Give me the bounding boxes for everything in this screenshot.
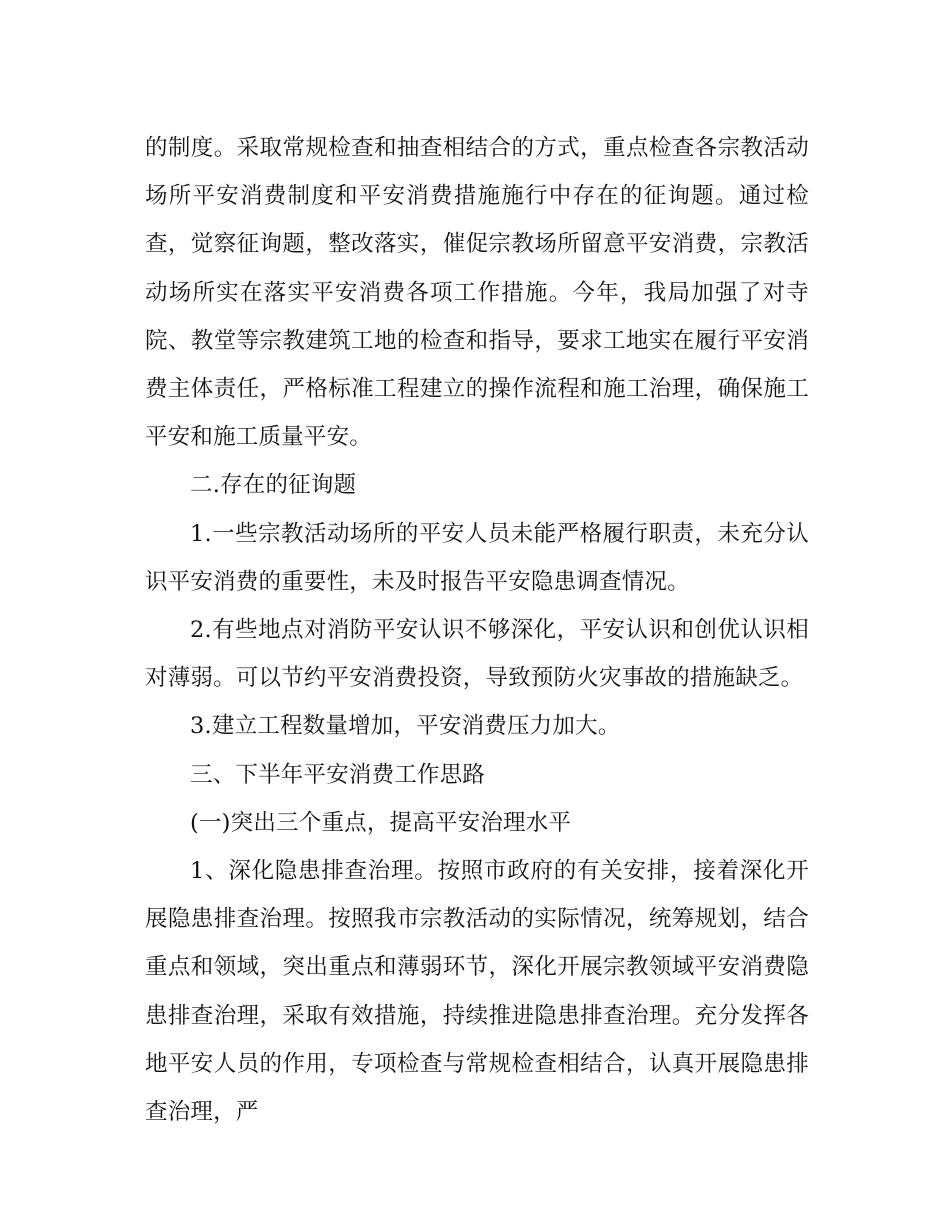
list-item-problem-2: 2.有些地点对消防平安认识不够深化，平安认识和创优认识相对薄弱。可以节约平安消费投资，导致预防火灾事故的措施缺乏。: [145, 617, 809, 692]
subsection-heading-focus: (一)突出三个重点，提高平安治理水平: [190, 809, 572, 836]
list-item-problem-3: 3.建立工程数量增加，平安消费压力加大。: [190, 713, 621, 740]
paragraph-continuation: 的制度。采取常规检查和抽查相结合的方式，重点检查各宗教活动场所平安消费制度和平安消费措施施行中存在的征询题。通过检查，觉察征询题，整改落实，催促宗教场所留意平安消费，宗教活动场所实在落实平安消费各项工作措施。今年，我局加强了对寺院、教堂等宗教建筑工地的检查和指导，要求工地实在履行平安消费主体责任，严格标准工程建立的操作流程和施工治理，确保施工平安和施工质量平安。: [145, 135, 809, 451]
list-item-plan-1: 1、深化隐患排查治理。按照市政府的有关安排，接着深化开展隐患排查治理。按照我市宗教活动的实际情况，统筹规划，结合重点和领域，突出重点和薄弱环节，深化开展宗教领域平安消费隐患排查治理，采取有效措施，持续推进隐患排查治理。充分发挥各地平安人员的作用，专项检查与常规检查相结合，认真开展隐患排查治理，严: [145, 858, 809, 1126]
list-item-problem-1: 1.一些宗教活动场所的平安人员未能严格履行职责，未充分认识平安消费的重要性，未及时报告平安隐患调查情况。: [145, 520, 809, 595]
document-body: [145, 124, 809, 1136]
section-heading-problems: 二.存在的征询题: [190, 472, 357, 499]
section-heading-plan: 三、下半年平安消费工作思路: [190, 761, 486, 788]
